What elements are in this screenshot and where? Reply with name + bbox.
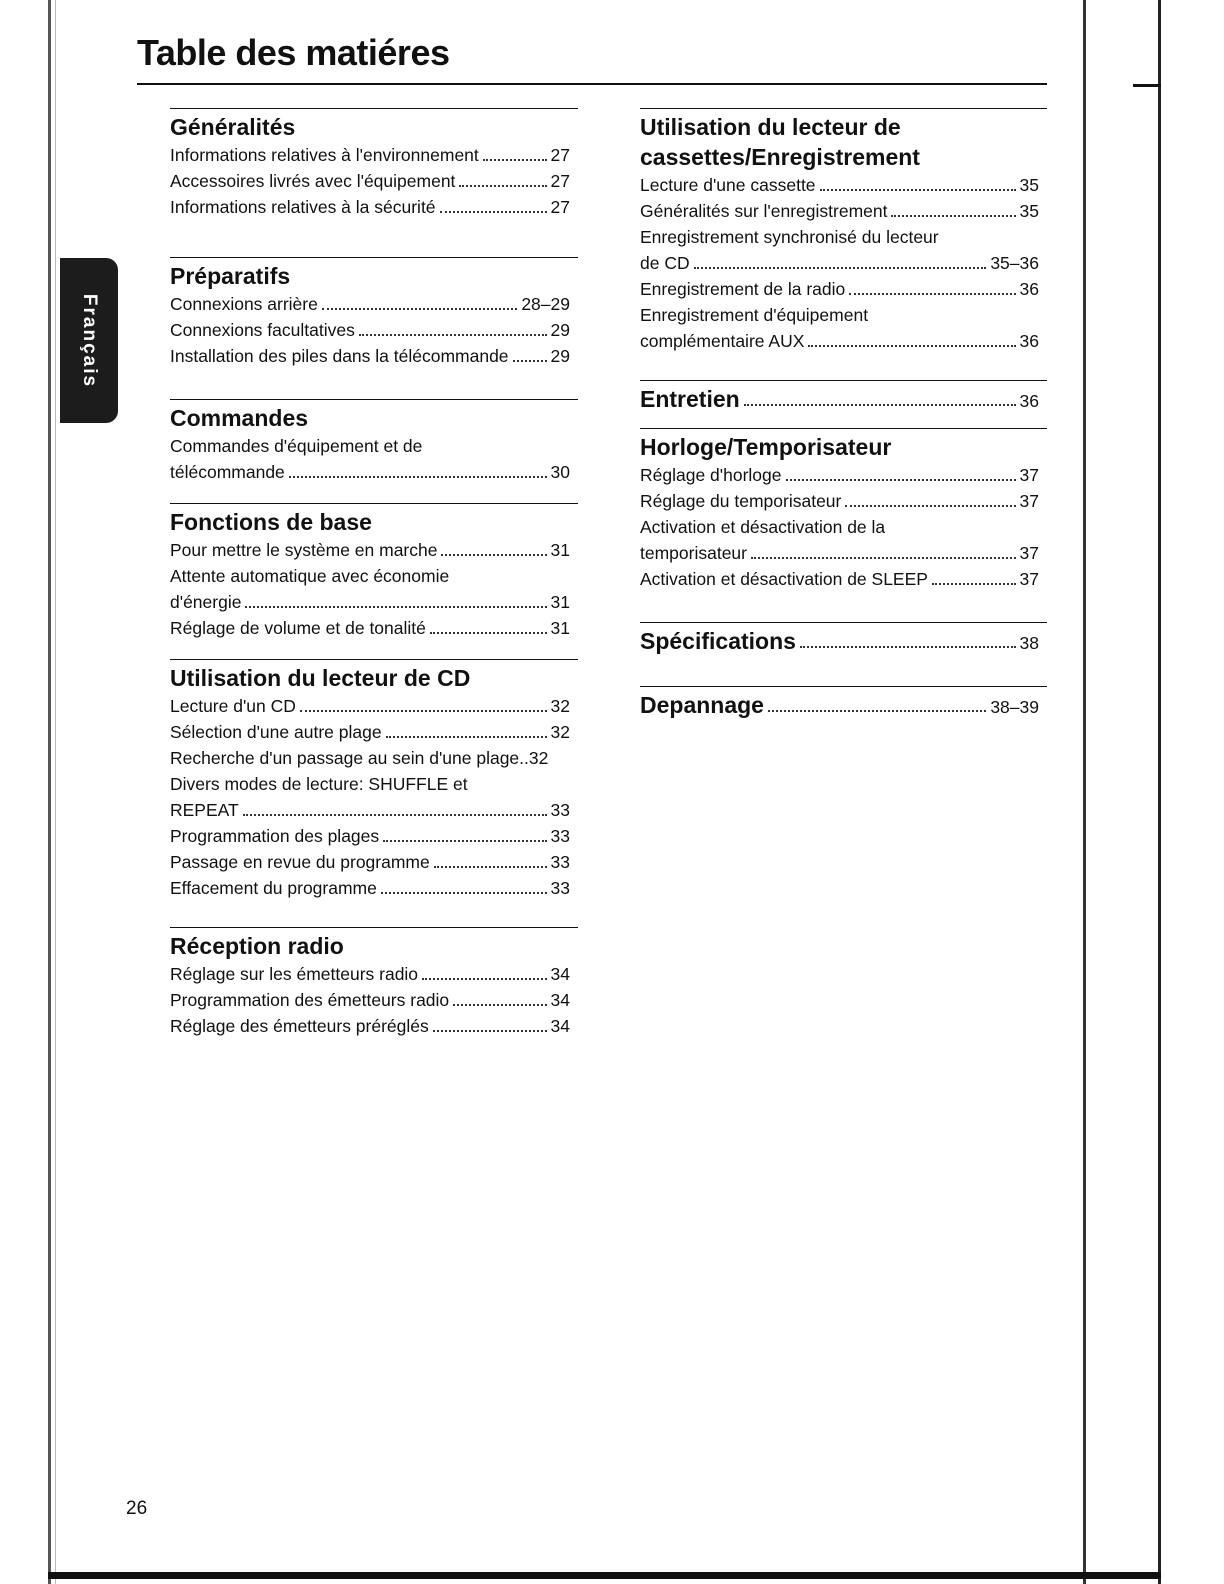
section-commandes (170, 399, 578, 485)
entry-label: Connexions facultatives (170, 320, 355, 340)
toc-entry[interactable] (640, 172, 1047, 198)
dot-leader (322, 307, 517, 310)
entry-label-line: Activation et désactivation de la (640, 517, 886, 537)
section-lecteur-cassettes (640, 108, 1047, 354)
toc-entry[interactable] (170, 459, 578, 485)
entry-page: 36 (1019, 331, 1039, 351)
entry-label-line: Enregistrement synchronisé du lecteur (640, 227, 939, 247)
dot-leader (786, 478, 1016, 481)
entry-page: 34 (550, 964, 570, 984)
entry-page: 36 (1019, 279, 1039, 299)
entry-label: Généralités sur l'enregistrement (640, 201, 888, 221)
section-fonctions-de-base (170, 503, 578, 641)
dot-leader (768, 709, 986, 712)
entry-page: 37 (1019, 569, 1039, 589)
entry-label-line: Enregistrement d'équipement (640, 305, 869, 325)
entry-page: 32 (550, 722, 570, 742)
entry-label: Réglage d'horloge (640, 465, 782, 485)
toc-entry[interactable] (170, 168, 578, 194)
toc-entry[interactable] (170, 1013, 578, 1039)
toc-entry[interactable] (170, 987, 578, 1013)
dot-leader (434, 865, 547, 868)
entry-page: 33 (550, 826, 570, 846)
entry-label-line: Commandes d'équipement et de (170, 436, 423, 456)
toc-entry[interactable] (170, 823, 578, 849)
dot-leader (751, 556, 1016, 559)
dot-leader (245, 605, 546, 608)
dot-leader (383, 839, 546, 842)
dot-leader (459, 184, 546, 187)
scan-border-left (48, 0, 51, 1584)
section-reception-radio (170, 927, 578, 1039)
toc-entry[interactable] (640, 198, 1047, 224)
entry-page: 31 (550, 540, 570, 560)
dot-leader (359, 333, 547, 336)
toc-entry[interactable] (170, 875, 578, 901)
entry-page: 34 (550, 1016, 570, 1036)
entry-label: Lecture d'une cassette (640, 175, 816, 195)
entry-label: Informations relatives à la sécurité (170, 197, 436, 217)
entry-page: 38–39 (990, 697, 1039, 717)
toc-entry[interactable] (640, 250, 1047, 276)
entry-label: Effacement du programme (170, 878, 377, 898)
toc-entry[interactable] (170, 615, 578, 641)
entry-label: REPEAT (170, 800, 239, 820)
toc-right-column (640, 108, 1047, 720)
scan-border-bottom (48, 1572, 1161, 1579)
entry-page: 27 (550, 171, 570, 191)
dot-leader (820, 188, 1016, 191)
dot-leader (808, 344, 1015, 347)
dot-leader (441, 553, 546, 556)
toc-entry[interactable] (170, 291, 578, 317)
toc-entry[interactable] (640, 328, 1047, 354)
dot-leader (300, 709, 547, 712)
entry-page: 30 (550, 462, 570, 482)
section-title: Horloge/Temporisateur (640, 434, 892, 460)
entry-page: 35 (1019, 175, 1039, 195)
section-title: Fonctions de base (170, 509, 372, 535)
toc-entry[interactable] (170, 719, 578, 745)
dot-leader (386, 735, 547, 738)
title-rule (137, 83, 1047, 85)
toc-entry[interactable] (640, 381, 1047, 414)
entry-label: télécommande (170, 462, 285, 482)
section-title: Commandes (170, 405, 309, 431)
entry-label: Enregistrement de la radio (640, 279, 846, 299)
toc-entry[interactable] (640, 276, 1047, 302)
entry-label: d'énergie (170, 592, 242, 612)
toc-left-column (170, 108, 578, 1039)
toc-entry[interactable] (170, 343, 578, 369)
dot-leader (932, 582, 1016, 585)
entry-label: Programmation des plages (170, 826, 380, 846)
section-lecteur-cd (170, 659, 578, 901)
page-number: 26 (126, 1498, 148, 1519)
entry-page: 28–29 (521, 294, 570, 314)
toc-entry[interactable] (640, 462, 1047, 488)
entry-page: 38 (1019, 633, 1039, 653)
toc-entry[interactable] (640, 540, 1047, 566)
section-title-line: Utilisation du lecteur de (640, 114, 901, 140)
toc-entry[interactable] (170, 589, 578, 615)
section-preparatifs (170, 257, 578, 369)
entry-page: 37 (1019, 465, 1039, 485)
entry-page: 36 (1019, 391, 1039, 411)
dot-leader (483, 158, 547, 161)
entry-label: Installation des piles dans la télécommande (170, 346, 509, 366)
entry-page: 33 (550, 800, 570, 820)
entry-page: 27 (550, 145, 570, 165)
dot-leader (440, 210, 547, 213)
entry-page: 31 (550, 618, 570, 638)
dot-leader (422, 977, 546, 980)
dot-leader (289, 475, 547, 478)
entry-page: 29 (550, 346, 570, 366)
entry-page: 33 (550, 852, 570, 872)
toc-entry[interactable] (170, 537, 578, 563)
entry-page: 32 (550, 696, 570, 716)
entry-label: Accessoires livrés avec l'équipement (170, 171, 456, 191)
section-title: Entretien (640, 386, 740, 412)
toc-entry[interactable] (170, 142, 578, 168)
entry-label: temporisateur (640, 543, 747, 563)
dot-leader (513, 359, 547, 362)
entry-label-line: Divers modes de lecture: SHUFFLE et (170, 774, 468, 794)
entry-label: complémentaire AUX (640, 331, 805, 351)
toc-entry[interactable] (640, 687, 1047, 720)
entry-label: Connexions arrière (170, 294, 318, 314)
dot-leader (243, 813, 547, 816)
scan-border-right-outer (1158, 0, 1161, 1584)
scan-mark (1133, 84, 1161, 87)
language-tab (60, 258, 118, 423)
entry-page: 37 (1019, 491, 1039, 511)
toc-entry[interactable] (640, 488, 1047, 514)
dot-leader (694, 266, 987, 269)
toc-entry[interactable] (170, 849, 578, 875)
dot-leader (433, 1029, 547, 1032)
toc-entry[interactable] (170, 961, 578, 987)
toc-entry[interactable] (170, 317, 578, 343)
entry-label: de CD (640, 253, 690, 273)
entry-page: 33 (550, 878, 570, 898)
section-generalites (170, 108, 578, 220)
toc-entry[interactable] (170, 797, 578, 823)
section-title: Spécifications (640, 628, 796, 654)
entry-page: 31 (550, 592, 570, 612)
entry-label: Informations relatives à l'environnement (170, 145, 479, 165)
section-title-line: cassettes/Enregistrement (640, 144, 920, 170)
section-depannage[interactable] (640, 686, 1047, 720)
entry-label: Programmation des émetteurs radio (170, 990, 450, 1010)
section-title: Depannage (640, 692, 764, 718)
toc-entry[interactable] (170, 194, 578, 220)
section-title: Utilisation du lecteur de CD (170, 665, 471, 691)
dot-leader (744, 403, 1016, 406)
entry-page: 34 (550, 990, 570, 1010)
dot-leader (891, 214, 1015, 217)
dot-leader (381, 891, 547, 894)
entry-label: Activation et désactivation de SLEEP (640, 569, 928, 589)
section-title: Généralités (170, 114, 296, 140)
entry-label: Lecture d'un CD (170, 696, 296, 716)
entry-page: 29 (550, 320, 570, 340)
section-entretien[interactable] (640, 380, 1047, 428)
entry-label-line: Attente automatique avec économie (170, 566, 450, 586)
scan-border-left-inner (55, 0, 56, 1584)
entry-label: Recherche d'un passage au sein d'une plage.. (170, 748, 529, 768)
entry-label: Réglage sur les émetteurs radio (170, 964, 419, 984)
section-specifications[interactable] (640, 622, 1047, 686)
section-title: Préparatifs (170, 263, 291, 289)
page-title: Table des matiéres (137, 32, 450, 73)
entry-page: 35–36 (990, 253, 1039, 273)
entry-page: 27 (550, 197, 570, 217)
language-tab-label: Français (79, 293, 100, 388)
section-horloge-temporisateur (640, 428, 1047, 592)
dot-leader (453, 1003, 546, 1006)
dot-leader (845, 504, 1015, 507)
toc-entry[interactable] (170, 693, 578, 719)
entry-label: Sélection d'une autre plage (170, 722, 382, 742)
entry-label: Réglage de volume et de tonalité (170, 618, 426, 638)
entry-label: Pour mettre le système en marche (170, 540, 438, 560)
toc-entry[interactable] (640, 623, 1047, 656)
entry-page: 35 (1019, 201, 1039, 221)
entry-label: Réglage des émetteurs préréglés (170, 1016, 429, 1036)
entry-label: Réglage du temporisateur (640, 491, 842, 511)
toc-entry[interactable] (640, 566, 1047, 592)
entry-page: 32 (528, 748, 549, 768)
dot-leader (430, 631, 547, 634)
dot-leader (800, 645, 1016, 648)
entry-page: 37 (1019, 543, 1039, 563)
toc-entry[interactable] (170, 745, 578, 771)
entry-label: Passage en revue du programme (170, 852, 430, 872)
section-title: Réception radio (170, 933, 344, 959)
dot-leader (849, 292, 1015, 295)
scan-border-right (1083, 0, 1086, 1584)
